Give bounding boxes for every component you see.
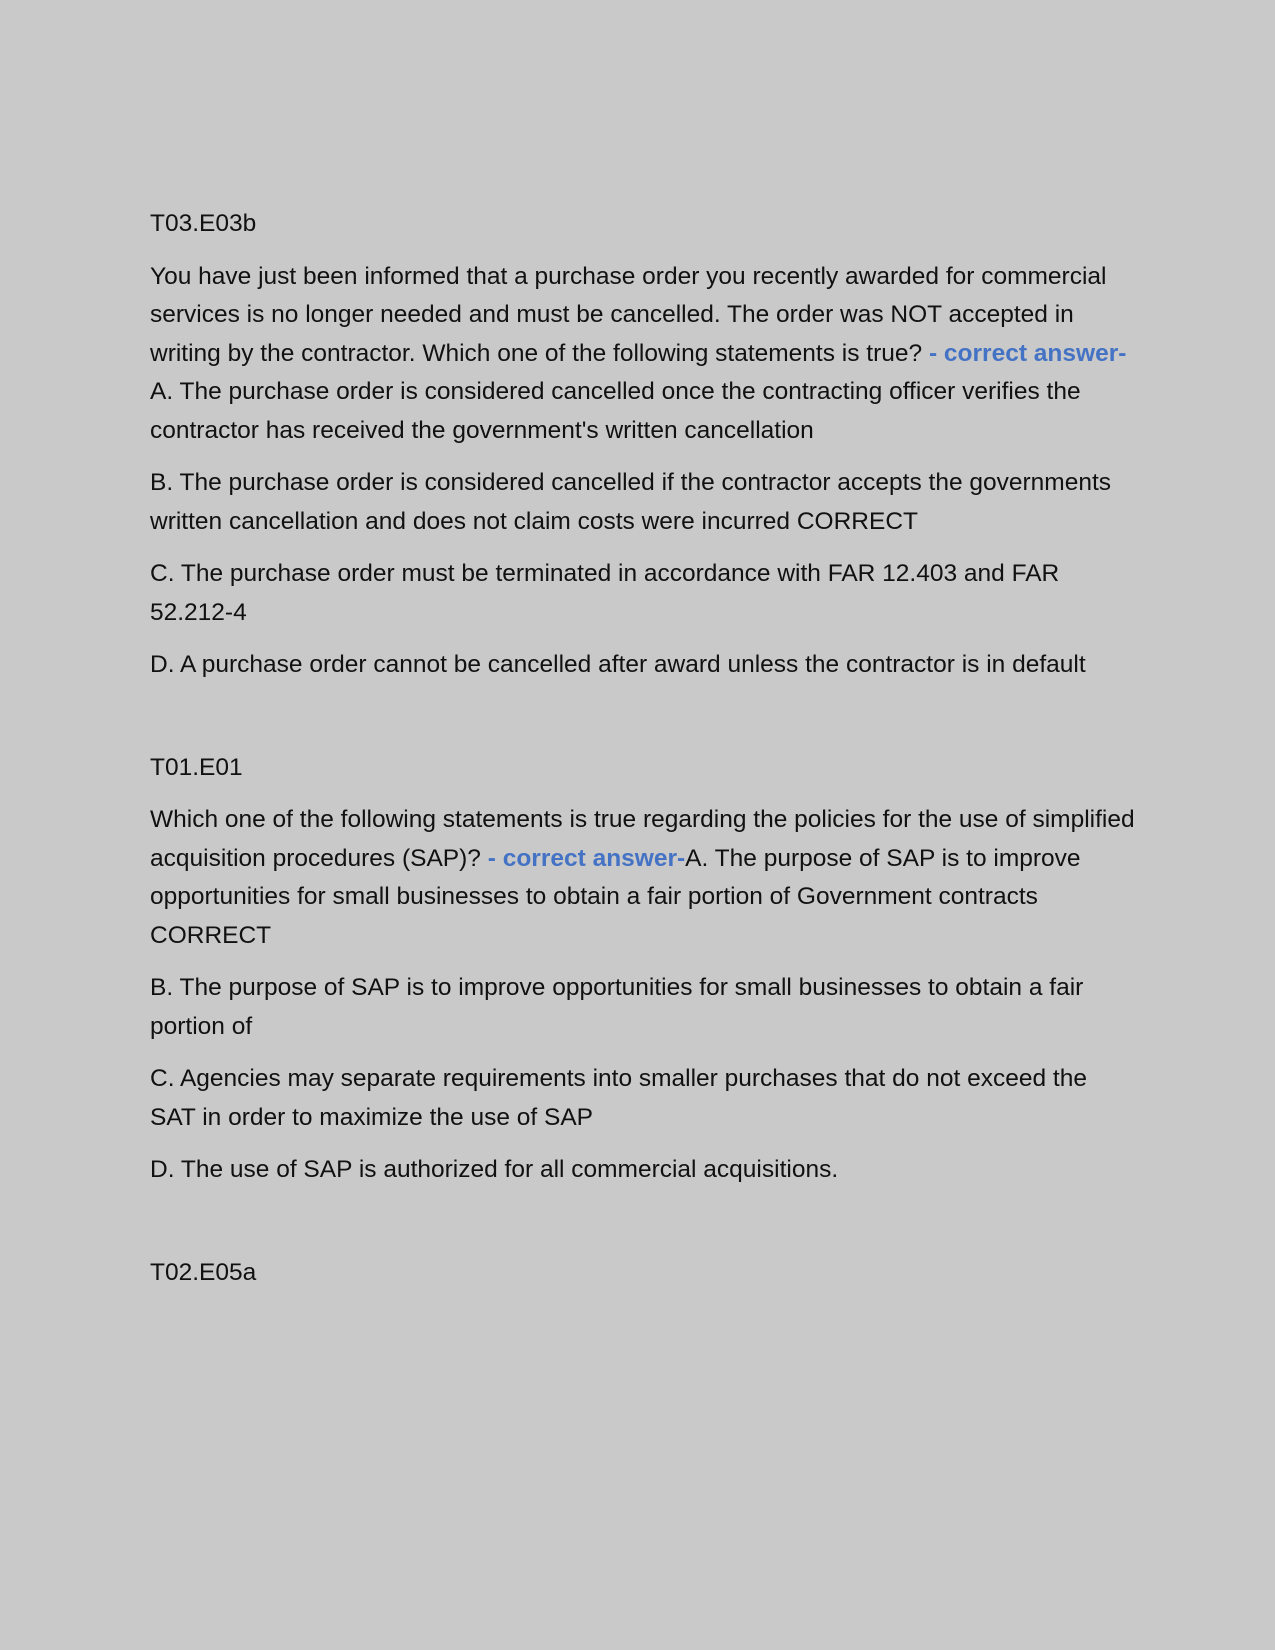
question-id: T01.E01 [150,753,243,781]
correct-answer-marker: - correct answer- [487,844,686,872]
question-block [150,205,1135,685]
question-text [150,801,1135,955]
option-c: C. The purchase order must be terminated in accordance with FAR 12.403 and FAR 52.212-4 [150,560,1060,626]
option-c: C. Agencies may separate requirements into smaller purchases that do not exceed the SAT in order to maximize the use of SAP [150,1065,1087,1131]
question-block [150,749,1135,1190]
option-d: D. A purchase order cannot be cancelled after award unless the contractor is in default [150,651,1086,678]
correct-answer-marker: - correct answer- [928,339,1127,367]
question-prompt: Which one of the following statements is true regarding the policies for the use of simplified acquisition procedures (SAP)? [150,806,1135,872]
question-id: T02.E05a [150,1258,257,1286]
option-b: B. The purpose of SAP is to improve opportunities for small businesses to obtain a fair portion of [150,974,1084,1040]
question-prompt: You have just been informed that a purchase order you recently awarded for commercial services is no longer needed and must be cancelled. The order was NOT accepted in writing by the contractor. Which one of the following statements is true? [150,262,1107,367]
question-id: T03.E03b [150,210,257,237]
option-d: D. The use of SAP is authorized for all commercial acquisitions. [150,1156,839,1183]
section-spacer [150,1204,1135,1254]
option-b: B. The purchase order is considered cancelled if the contractor accepts the governments written cancellation and does not claim costs were incurred CORRECT [150,469,1112,535]
option-a: A. The purchase order is considered cancelled once the contracting officer verifies the contractor has received the government's written cancellation [150,378,1081,444]
question-block [150,1254,1135,1293]
option-a: A. The purpose of SAP is to improve opportunities for small businesses to obtain a fair portion of Government contracts CORRECT [150,844,1081,949]
section-spacer [150,699,1135,749]
question-text [150,258,1135,451]
document-page [150,205,1135,1306]
